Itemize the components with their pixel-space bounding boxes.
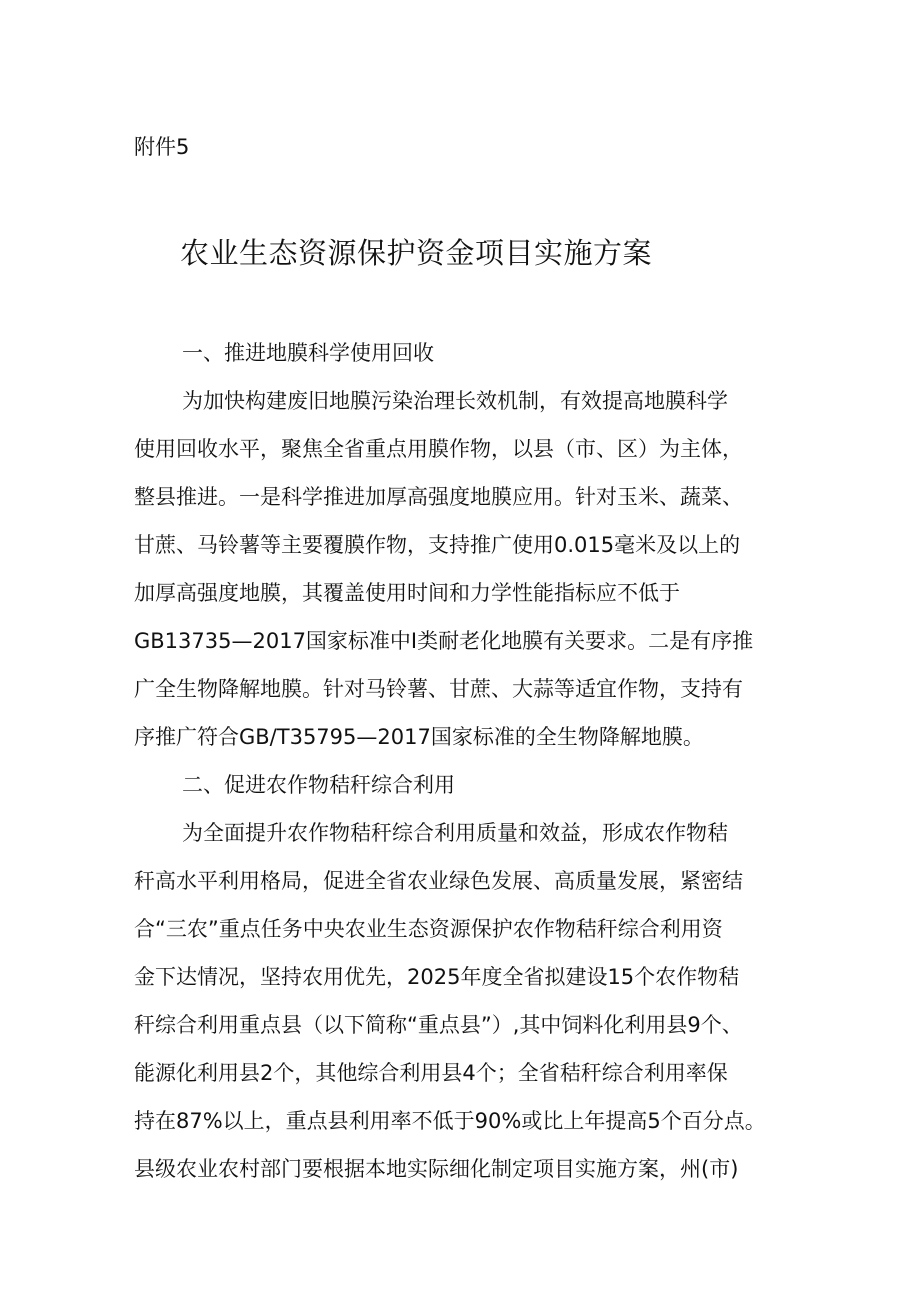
section-2-line: 持在87%以上，重点县利用率不低于90%或比上年提高5个百分点。: [134, 1109, 766, 1133]
attachment-label: 附件5: [134, 135, 190, 159]
section-1-line: 为加快构建废旧地膜污染治理长效机制，有效提高地膜科学: [182, 389, 728, 413]
section-1-line: 广全生物降解地膜。针对马铃薯、甘蔗、大蒜等适宜作物，支持有: [134, 677, 743, 701]
section-2-heading: 二、促进农作物秸秆综合利用: [182, 773, 455, 797]
section-1-line: 使用回收水平，聚焦全省重点用膜作物，以县（市、区）为主体，: [134, 437, 743, 461]
section-1-line: 序推广符合GB/T35795—2017国家标准的全生物降解地膜。: [134, 725, 704, 749]
section-2-line: 金下达情况，坚持农用优先，2025年度全省拟建设15个农作物秸: [134, 965, 740, 989]
section-2-line: 县级农业农村部门要根据本地实际细化制定项目实施方案，州(市): [134, 1157, 739, 1181]
section-2-line: 合“三农”重点任务中央农业生态资源保护农作物秸秆综合利用资: [134, 917, 723, 941]
document-title: 农业生态资源保护资金项目实施方案: [180, 236, 653, 270]
section-1-line: 甘蔗、马铃薯等主要覆膜作物，支持推广使用0.015毫米及以上的: [134, 533, 741, 557]
section-2-line: 秆高水平利用格局，促进全省农业绿色发展、高质量发展，紧密结: [134, 869, 743, 893]
section-2-line: 秆综合利用重点县（以下简称“重点县”）,其中饲料化利用县9个、: [134, 1013, 743, 1037]
section-2-line: 能源化利用县2个，其他综合利用县4个；全省秸秆综合利用率保: [134, 1061, 728, 1085]
section-1-line: 加厚高强度地膜，其覆盖使用时间和力学性能指标应不低于: [134, 581, 680, 605]
section-2-line: 为全面提升农作物秸秆综合利用质量和效益，形成农作物秸: [182, 821, 728, 845]
section-1-line: GB13735—2017国家标准中I类耐老化地膜有关要求。二是有序推: [134, 629, 754, 653]
section-1-line: 整县推进。一是科学推进加厚高强度地膜应用。针对玉米、蔬菜、: [134, 485, 743, 509]
section-1-heading: 一、推进地膜科学使用回收: [182, 341, 434, 365]
